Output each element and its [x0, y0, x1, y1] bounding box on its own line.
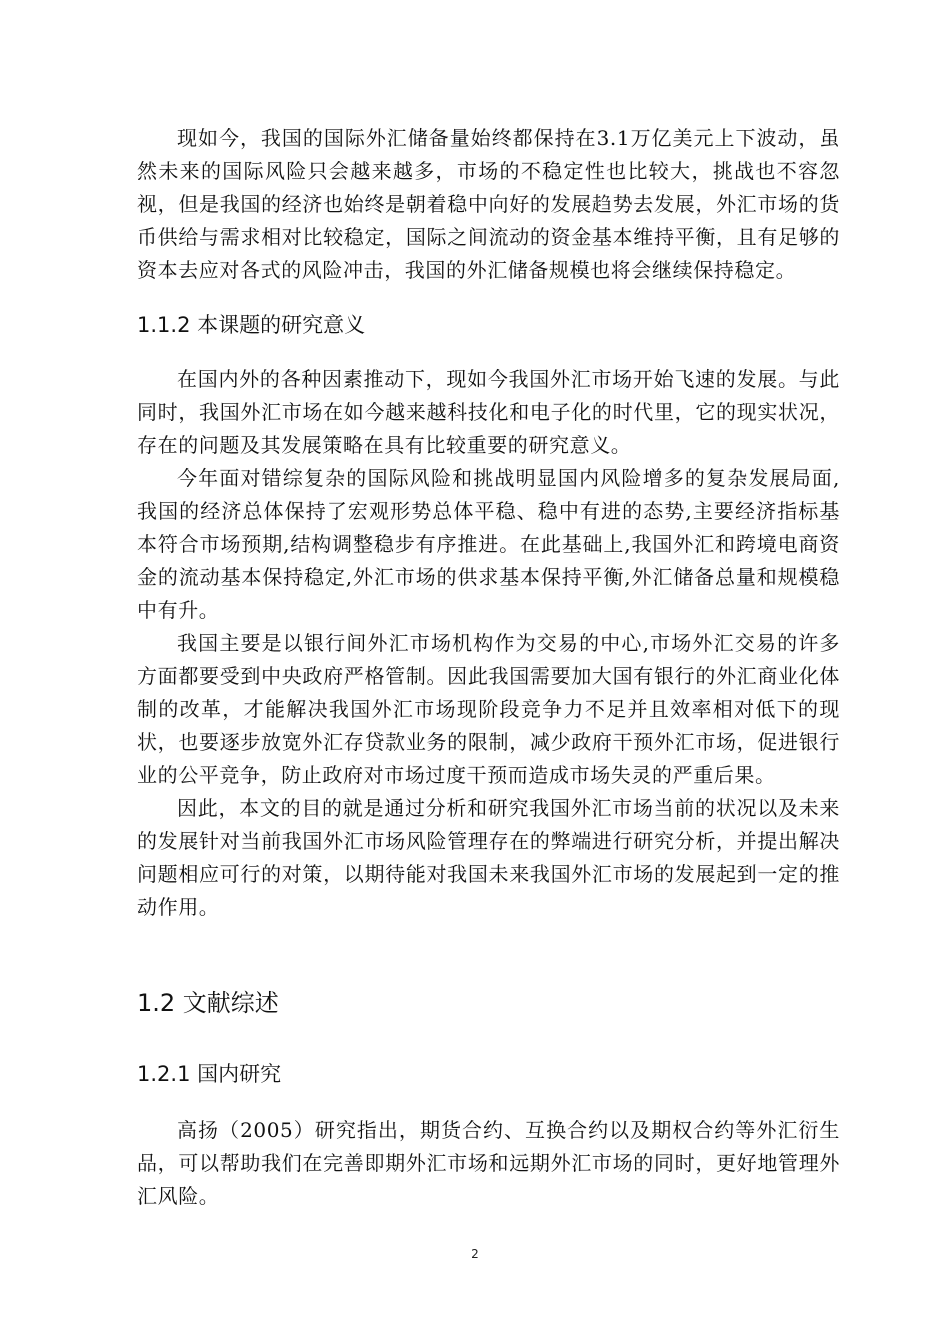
section-heading-1-2: 1.2 文献综述: [137, 989, 279, 1017]
page-number: 2: [471, 1247, 479, 1261]
section-heading-1-1-2: 1.1.2 本课题的研究意义: [137, 313, 366, 337]
page-content: [137, 122, 840, 1213]
section-1-1-2-paragraph-4: 因此，本文的目的就是通过分析和研究我国外汇市场当前的状况以及未来的发展针对当前我国外汇市场风险管理存在的弊端进行研究分析，并提出解决问题相应可行的对策，以期待能对我国未来我国外汇市场的发展起到一定的推动作用。: [137, 796, 840, 919]
section-1-2-1-paragraph-1: 高扬（2005）研究指出，期货合约、互换合约以及期权合约等外汇衍生品，可以帮助我们在完善即期外汇市场和远期外汇市场的同时，更好地管理外汇风险。: [137, 1118, 840, 1208]
intro-paragraph: 现如今，我国的国际外汇储备量始终都保持在3.1万亿美元上下波动，虽然未来的国际风险只会越来越多，市场的不稳定性也比较大，挑战也不容忽视，但是我国的经济也始终是朝着稳中向好的发展趋势去发展，外汇市场的货币供给与需求相对比较稳定，国际之间流动的资金基本维持平衡，且有足够的资本去应对各式的风险冲击，我国的外汇储备规模也将会继续保持稳定。: [137, 126, 840, 282]
section-1-1-2-paragraph-3: 我国主要是以银行间外汇市场机构作为交易的中心,市场外汇交易的许多方面都要受到中央政府严格管制。因此我国需要加大国有银行的外汇商业化体制的改革，才能解决我国外汇市场现阶段竞争力不足并且效率相对低下的现状，也要逐步放宽外汇存贷款业务的限制，减少政府干预外汇市场，促进银行业的公平竞争，防止政府对市场过度干预而造成市场失灵的严重后果。: [137, 631, 840, 787]
section-heading-1-2-1: 1.2.1 国内研究: [137, 1062, 282, 1086]
section-1-1-2-paragraph-1: 在国内外的各种因素推动下，现如今我国外汇市场开始飞速的发展。与此同时，我国外汇市场在如今越来越科技化和电子化的时代里，它的现实状况，存在的问题及其发展策略在具有比较重要的研究意义。: [137, 367, 840, 457]
section-1-1-2-paragraph-2: 今年面对错综复杂的国际风险和挑战明显国内风险增多的复杂发展局面,我国的经济总体保持了宏观形势总体平稳、稳中有进的态势,主要经济指标基本符合市场预期,结构调整稳步有序推进。在此基础上,我国外汇和跨境电商资金的流动基本保持稳定,外汇市场的供求基本保持平衡,外汇储备总量和规模稳中有升。: [137, 466, 840, 622]
